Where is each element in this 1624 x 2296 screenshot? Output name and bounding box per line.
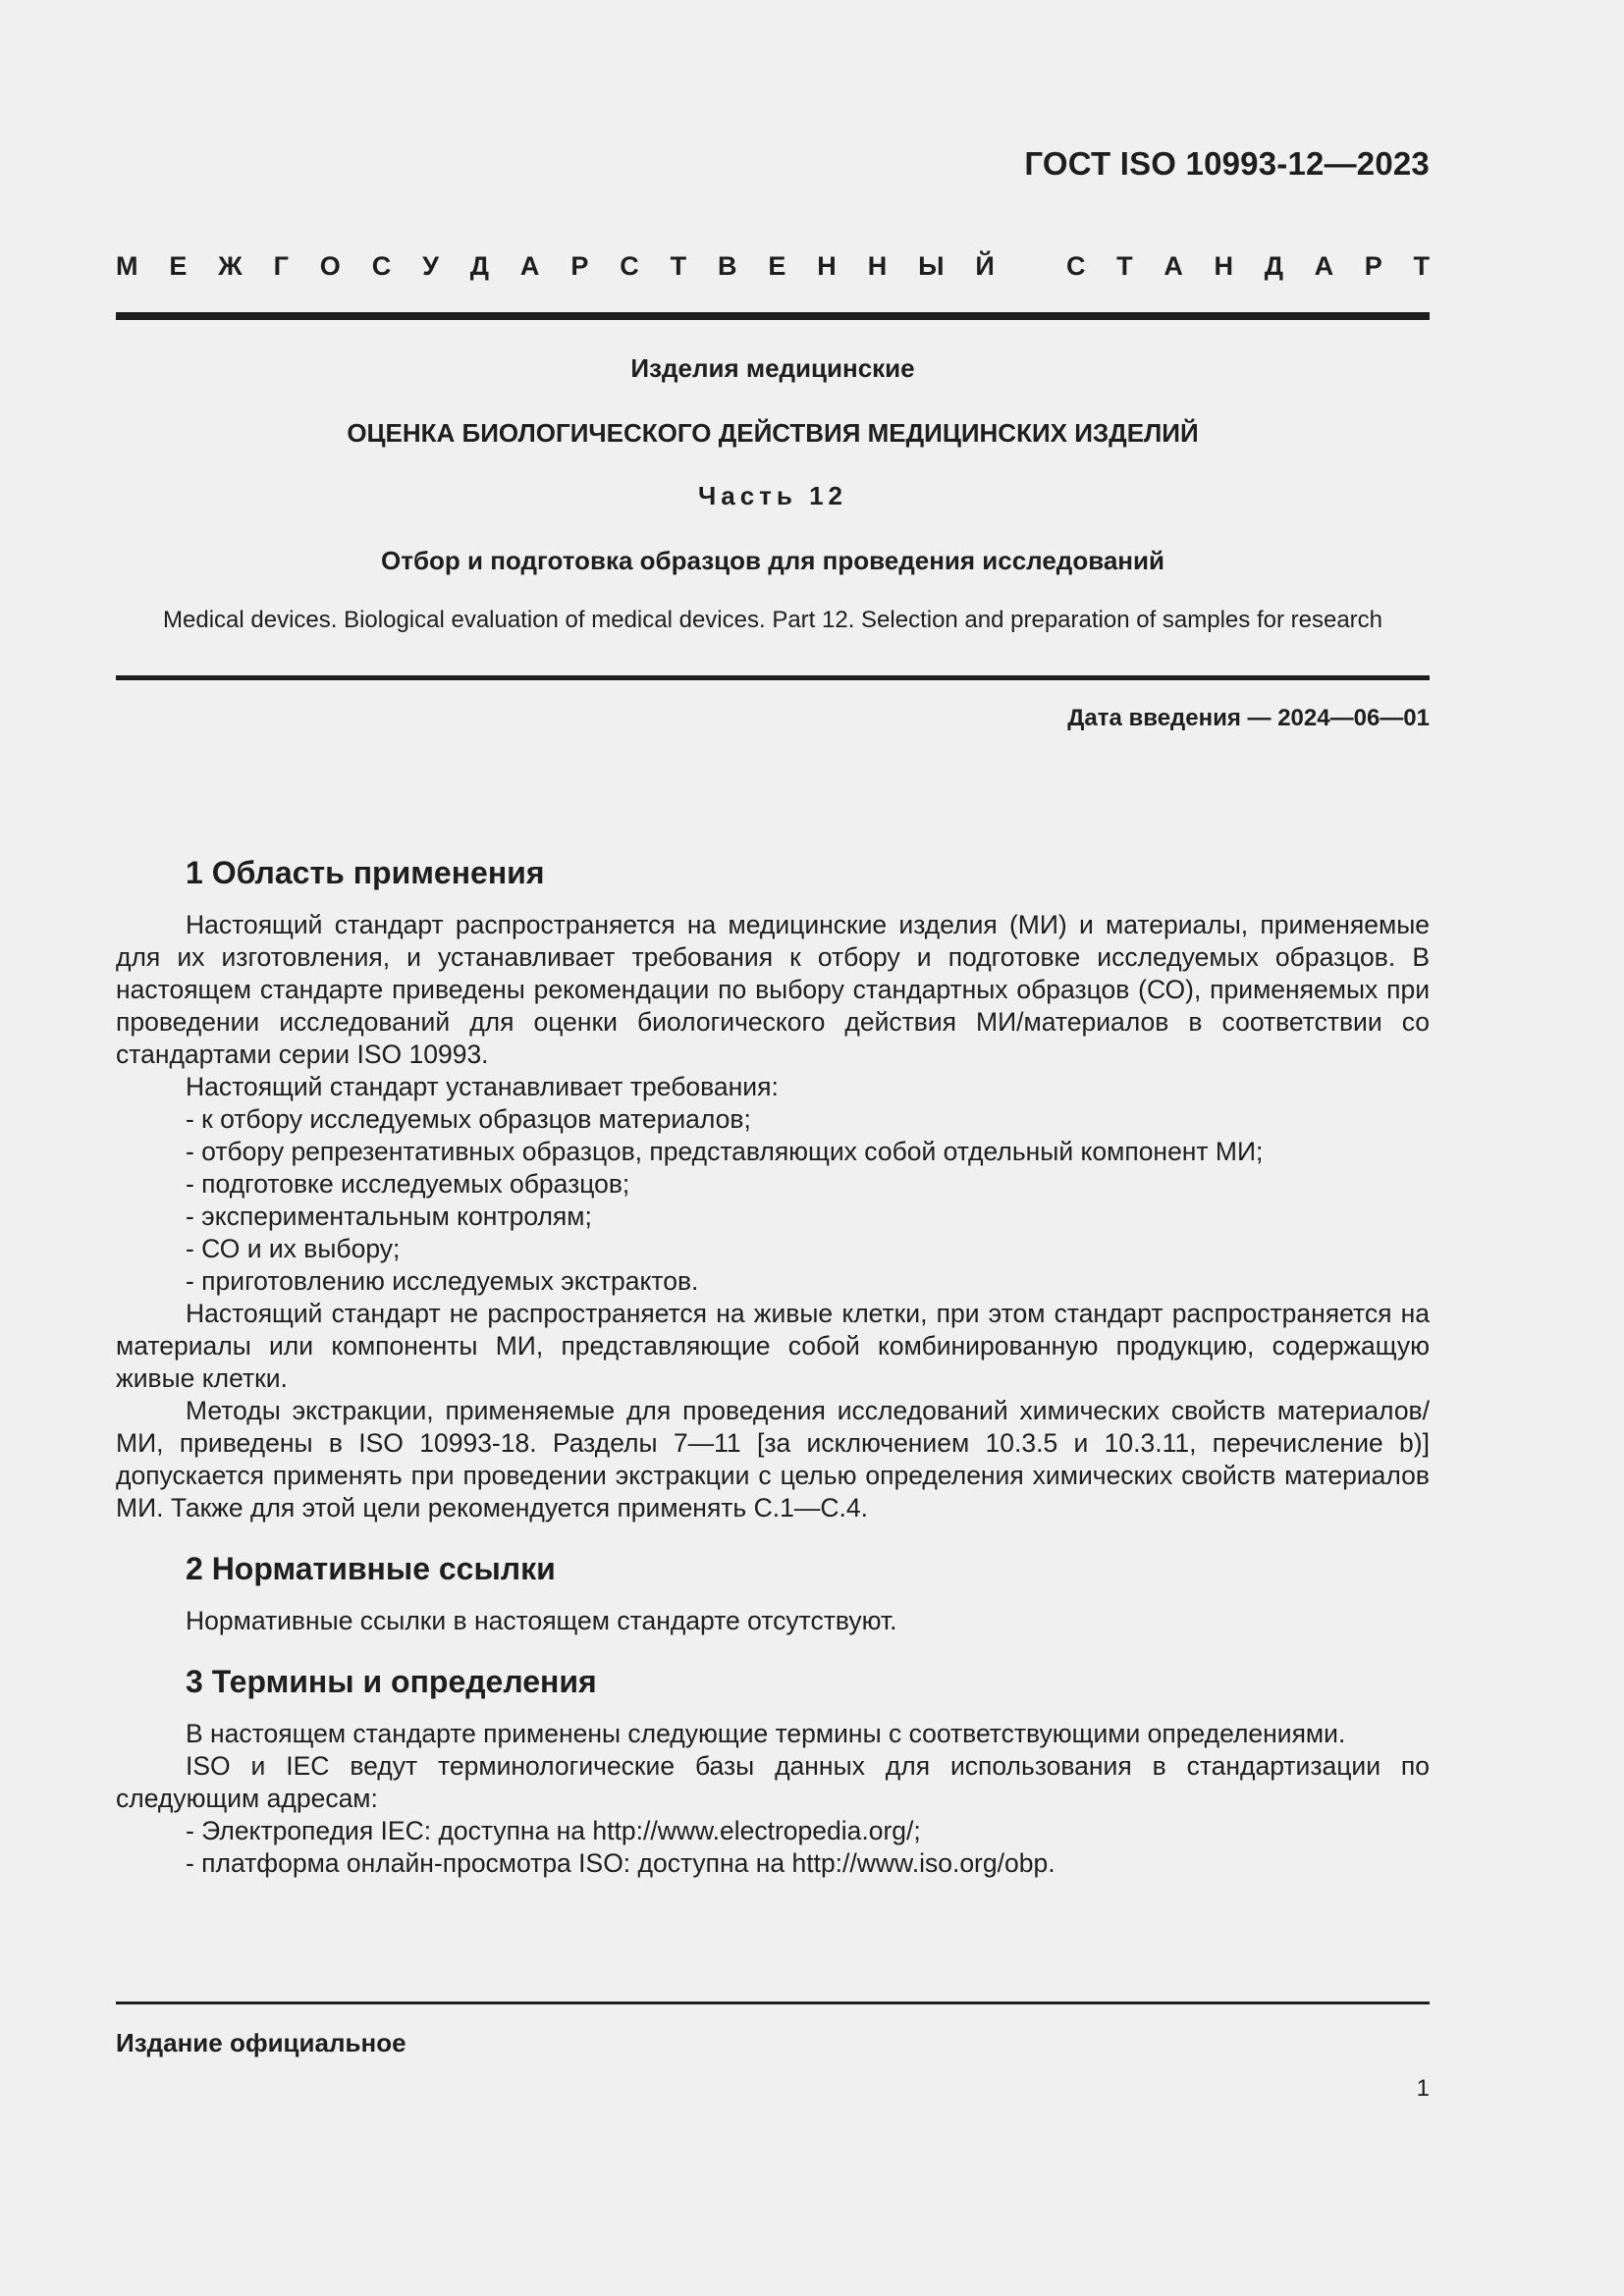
paragraph: В настоящем стандарте применены следующие термины с соответствующими определениями. [186, 1719, 1346, 1748]
title-part: Часть 12 [697, 481, 848, 510]
title-english: Medical devices. Biological evaluation of medical devices. Part 12. Selection and preparation of samples for research [163, 607, 1382, 633]
banner-letter: С [371, 251, 392, 281]
list-item: - платформа онлайн-просмотра ISO: доступна на http://www.iso.org/obp. [186, 1848, 1056, 1878]
interstate-word [116, 251, 995, 282]
banner-letter: Н [817, 251, 837, 281]
banner-letter: Т [1413, 251, 1430, 281]
title-subtitle: Отбор и подготовка образцов для проведения исследований [381, 546, 1164, 575]
list-item: - отбору репрезентативных образцов, представляющих собой отдельный компонент МИ; [186, 1137, 1264, 1166]
page-number: 1 [1416, 2075, 1430, 2102]
banner-letter: Ж [218, 251, 243, 281]
banner-letter: Т [1116, 251, 1133, 281]
paragraph: Настоящий стандарт устанавливает требования: [186, 1072, 779, 1101]
paragraph: Нормативные ссылки в настоящем стандарте отсутствуют. [186, 1606, 897, 1635]
document-number: ГОСТ ISO 10993-12—2023 [1024, 145, 1430, 182]
banner-letter: Й [975, 251, 995, 281]
banner-letter: А [1164, 251, 1183, 281]
header-divider [116, 312, 1430, 320]
paragraph: Методы экстракции, применяемые для проведения исследований химических свойств материалов/МИ, приведены в ISO 10993-18. Разделы 7—11 [за исключением 10.3.5 и 10.3.11, перечисление b)] допускается применять при проведении экстракции с целью определения химических свойств материалов МИ. Также для этой цели рекомендуется применять С.1—С.4. [116, 1396, 1430, 1522]
section-heading: 2 Нормативные ссылки [186, 1551, 556, 1586]
banner-letter: А [1314, 251, 1334, 281]
section-heading: 3 Термины и определения [186, 1664, 597, 1699]
title-line-2: ОЦЕНКА БИОЛОГИЧЕСКОГО ДЕЙСТВИЯ МЕДИЦИНСКИХ ИЗДЕЛИЙ [347, 418, 1199, 448]
list-item: - подготовке исследуемых образцов; [186, 1169, 630, 1199]
standard-type-banner [116, 251, 1430, 282]
list-item: - экспериментальным контролям; [186, 1201, 592, 1231]
banner-letter: В [718, 251, 737, 281]
banner-letter: О [319, 251, 341, 281]
banner-letter: Д [469, 251, 490, 281]
title-line-1: Изделия медицинские [630, 353, 915, 383]
banner-letter: С [1066, 251, 1086, 281]
banner-letter: С [620, 251, 639, 281]
banner-letter: М [116, 251, 138, 281]
footer-divider [116, 2002, 1430, 2004]
paragraph: Настоящий стандарт не распространяется на живые клетки, при этом стандарт распространяется на материалы или компоненты МИ, представляющие собой комбинированную продукцию, содержащую живые клетки. [116, 1299, 1430, 1393]
banner-letter: Е [169, 251, 188, 281]
document-page [116, 0, 1430, 2296]
list-item: - приготовлению исследуемых экстрактов. [186, 1266, 699, 1296]
banner-letter: Н [867, 251, 888, 281]
banner-letter: А [519, 251, 540, 281]
banner-letter: Р [1364, 251, 1382, 281]
banner-letter: У [422, 251, 439, 281]
edition-label: Издание официальное [116, 2028, 406, 2057]
list-item: - к отбору исследуемых образцов материалов; [186, 1104, 751, 1134]
banner-letter: Д [1264, 251, 1283, 281]
paragraph: ISO и IEC ведут терминологические базы данных для использования в стандартизации по следующим адресам: [116, 1751, 1430, 1813]
section-heading: 1 Область применения [186, 855, 545, 890]
paragraph: Настоящий стандарт распространяется на медицинские изделия (МИ) и материалы, применяемые для их изготовления, и устанавливает требования к отбору и подготовке исследуемых образцов. В настоящем стандарте приведены рекомендации по выбору стандартных образцов (СО), применяемых при проведении исследований для оценки биологического действия МИ/материалов в соответствии со стандартами серии ISO 10993. [116, 910, 1430, 1069]
banner-letter: Е [768, 251, 786, 281]
list-item: - Электропедия IEC: доступна на http://www.electropedia.org/; [186, 1816, 921, 1845]
title-divider [116, 675, 1430, 680]
banner-letter: Т [670, 251, 687, 281]
banner-letter: Р [570, 251, 589, 281]
list-item: - СО и их выбору; [186, 1234, 401, 1263]
standard-word [1066, 251, 1430, 282]
banner-letter: Ы [918, 251, 945, 281]
banner-letter: Н [1214, 251, 1234, 281]
introduction-date: Дата введения — 2024—06—01 [1067, 705, 1430, 731]
document-body [116, 850, 1430, 1880]
banner-letter: Г [273, 251, 289, 281]
